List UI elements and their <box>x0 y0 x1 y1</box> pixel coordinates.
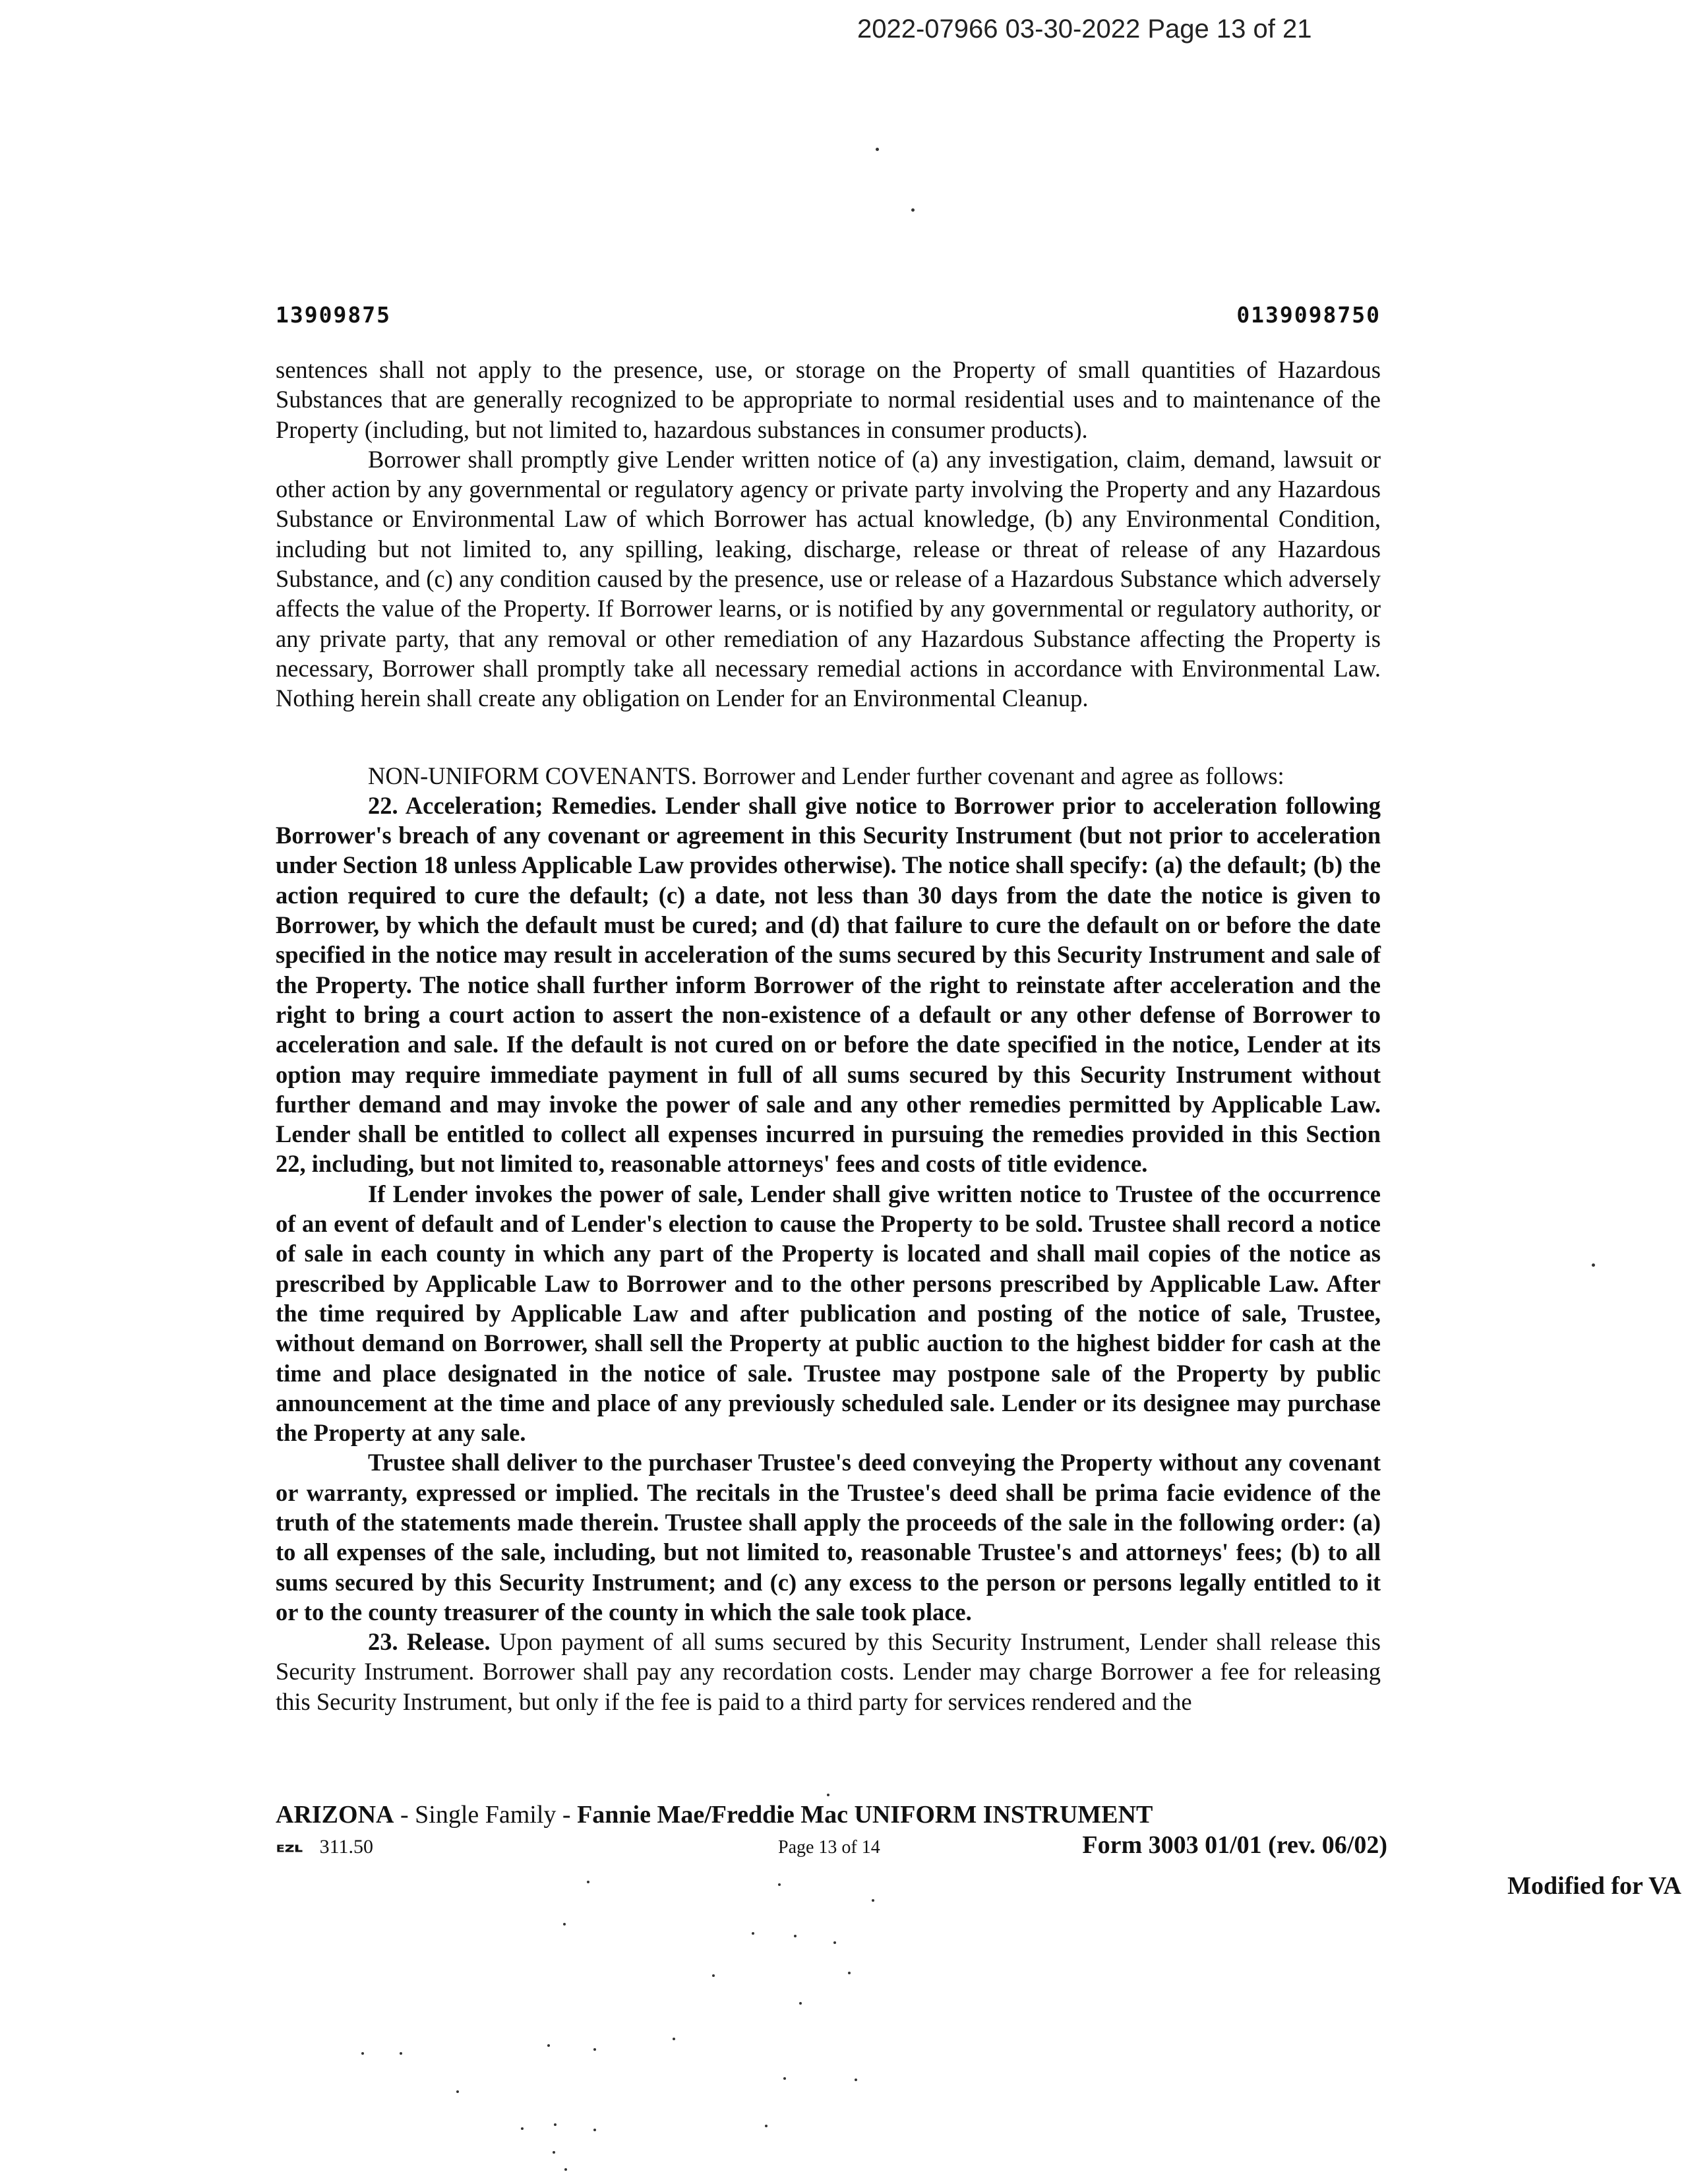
paragraph-borrower-notice: Borrower shall promptly give Lender written notice of (a) any investigation, claim, demand, lawsuit or other action by any governmental or regulatory agency or private party involving the Property and any Hazardous Substance or Environmental Law of which Borrower has actual knowledge, (b) any Environmental Condition, including but not limited to, any spilling, leaking, discharge, release or threat of release of any Hazardous Substance, and (c) any condition caused by the presence, use or release of a Hazardous Substance which adversely affects the value of the Property. If Borrower learns, or is notified by any governmental or regulatory authority, or any private party, that any removal or other remediation of any Hazardous Substance affecting the Property is necessary, Borrower shall promptly take all necessary remedial actions in accordance with Environmental Law. Nothing herein shall create any obligation on Lender for an Environmental Cleanup. <box>276 445 1381 712</box>
footer-instrument: Fannie Mae/Freddie Mac UNIFORM INSTRUMENT <box>577 1801 1153 1829</box>
publisher-logo-icon: ᴇᴢʟ <box>276 1840 303 1856</box>
scan-speck <box>553 2151 555 2154</box>
scan-speck <box>911 208 915 212</box>
scan-speck <box>827 1794 829 1796</box>
scan-speck <box>593 2129 596 2131</box>
recording-stamp: 2022-07966 03-30-2022 Page 13 of 21 <box>857 15 1312 44</box>
scan-speck <box>848 1972 851 1974</box>
page-number: Page 13 of 14 <box>778 1837 880 1858</box>
paragraph-power-of-sale: If Lender invokes the power of sale, Lender shall give written notice to Trustee of the occurrence of an event of default and of Lender's election to cause the Property to be sold. Trustee shall record a notice of sale in each county in which any part of the Property is located and shall mail copies of the notice as prescribed by Applicable Law to Borrower and to the other persons prescribed by Applicable Law. After the time required by Applicable Law and after publication and posting of the notice of sale, Trustee, without demand on Borrower, shall sell the Property at public auction to the highest bidder for cash at the time and place designated in the notice of sale. Trustee may postpone sale of the Property by public announcement at the time and place of any previously scheduled sale. Lender or its designee may purchase the Property at any sale. <box>276 1180 1381 1447</box>
footer-form-row <box>276 1831 1387 1864</box>
scan-speck <box>593 2048 596 2051</box>
form-footer <box>276 1800 1387 1864</box>
scan-speck <box>872 1899 874 1902</box>
document-body <box>276 355 1381 1716</box>
loan-number-header <box>276 302 1381 328</box>
scan-speck <box>833 1941 836 1944</box>
form-code <box>276 1836 373 1858</box>
section-22-heading: 22. Acceleration; Remedies. <box>368 791 657 819</box>
scan-speck <box>712 1974 715 1977</box>
scan-speck <box>547 2044 550 2047</box>
form-number: Form 3003 01/01 (rev. 06/02) <box>1082 1831 1387 1859</box>
scan-speck <box>361 2052 364 2055</box>
footer-state: ARIZONA <box>276 1801 394 1829</box>
footer-mid: - Single Family - <box>394 1801 578 1829</box>
modified-for-note: Modified for VA <box>1507 1872 1681 1900</box>
scan-speck <box>1592 1263 1595 1267</box>
loan-id-left: 13909875 <box>276 302 391 328</box>
scan-speck <box>855 2078 857 2081</box>
form-code-number: 311.50 <box>319 1836 374 1858</box>
paragraph-release <box>276 1627 1381 1716</box>
scan-speck <box>400 2052 402 2055</box>
paragraph-trustee-deed: Trustee shall deliver to the purchaser Trustee's deed conveying the Property without any covenant or warranty, expressed or implied. The recitals in the Trustee's deed shall be prima facie evidence of the truth of the statements made therein. Trustee shall apply the proceeds of the sale in the following order: (a) to all expenses of the sale, including, but not limited to, reasonable Trustee's and attorneys' fees; (b) to all sums secured by this Security Instrument; and (c) any excess to the person or persons legally entitled to it or to the county treasurer of the county in which the sale took place. <box>276 1449 1381 1625</box>
footer-instrument-line <box>276 1800 1387 1829</box>
scan-speck <box>876 148 879 151</box>
loan-id-right: 0139098750 <box>1236 302 1381 328</box>
scan-speck <box>794 1935 797 1937</box>
scan-speck <box>752 1932 754 1935</box>
scan-speck <box>521 2127 524 2130</box>
scan-speck <box>564 2168 567 2171</box>
scan-speck <box>456 2090 459 2093</box>
scan-speck <box>554 2123 557 2126</box>
scan-speck <box>673 2038 675 2040</box>
scan-speck <box>778 1883 781 1886</box>
section-22-text: Lender shall give notice to Borrower prior to acceleration following Borrower's breach of any covenant or agreement in this Security Instrument (but not prior to acceleration under Section 18 unless Applicable Law provides otherwise). The notice shall specify: (a) the default; (b) the action required to cure the default; (c) a date, not less than 30 days from the date the notice is given to Borrower, by which the default must be cured; and (d) that failure to cure the default on or before the date specified in the notice may result in acceleration of the sums secured by this Security Instrument and sale of the Property. The notice shall further inform Borrower of the right to reinstate after acceleration and the right to bring a court action to assert the non-existence of a default or any other defense of Borrower to acceleration and sale. If the default is not cured on or before the date specified in the notice, Lender at its option may require immediate payment in full of all sums secured by this Security Instrument without further demand and may invoke the power of sale and any other remedies permitted by Applicable Law. Lender shall be entitled to collect all expenses incurred in pursuing the remedies provided in this Section 22, including, but not limited to, reasonable attorneys' fees and costs of title evidence. <box>276 791 1381 1178</box>
paragraph-hazardous-sentences: sentences shall not apply to the presence, use, or storage on the Property of small quantities of Hazardous Substances that are generally recognized to be appropriate to normal residential uses and to maintenance of the Property (including, but not limited to, hazardous substances in consumer products). <box>276 356 1381 443</box>
scan-speck <box>587 1881 589 1883</box>
scan-speck <box>783 2077 786 2080</box>
paragraph-non-uniform-covenants: NON-UNIFORM COVENANTS. Borrower and Lender further covenant and agree as follows: <box>368 762 1284 789</box>
section-23-heading: 23. Release. <box>368 1628 491 1656</box>
section-23-text: Upon payment of all sums secured by this Security Instrument, Lender shall release this Security Instrument. Borrower shall pay any recordation costs. Lender may charge Borrower a fee for releasing this Security Instrument, but only if the fee is paid to a third party for services rendered and the <box>276 1628 1381 1715</box>
paragraph-acceleration-remedies <box>276 791 1381 1179</box>
scan-speck <box>765 2125 768 2127</box>
paragraph-gap <box>276 713 1381 761</box>
scan-speck <box>563 1923 566 1926</box>
scan-speck <box>799 2002 802 2005</box>
